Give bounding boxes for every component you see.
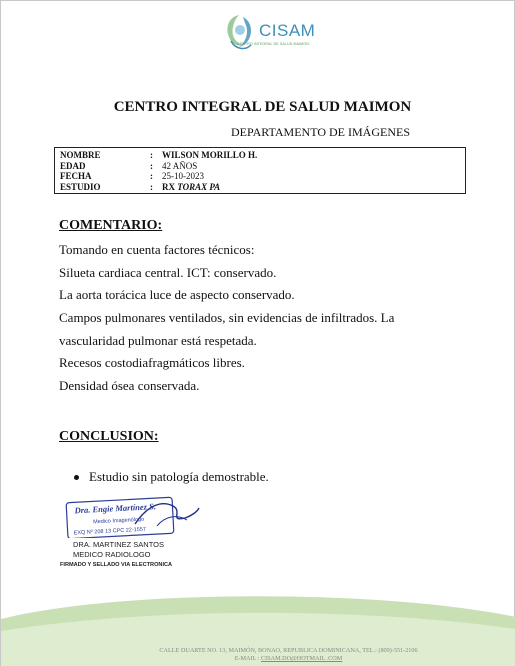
info-row-nombre: NOMBRE : WILSON MORILLO H. — [60, 150, 258, 161]
info-row-edad: EDAD : 42 AÑOS — [60, 160, 198, 171]
info-label: ESTUDIO — [60, 181, 101, 192]
comment-line: Campos pulmonares ventilados, sin evidencias de infiltrados. La — [59, 310, 395, 326]
conclusion-text: Estudio sin patología demostrable. — [89, 469, 269, 484]
footer-address: CALLE DUARTE NO. 13, MAIMÓN, BONAO, REPUBLICA DOMINICANA, TEL.: (809)-551-2106 — [159, 647, 418, 654]
signature-stamp — [65, 496, 201, 538]
info-value: WILSON MORILLO H. — [162, 150, 258, 161]
comment-line: La aorta torácica luce de aspecto conservado. — [59, 287, 295, 303]
info-label: FECHA — [60, 171, 92, 182]
footer-email-label: E-MAIL : — [234, 655, 260, 662]
logo-subtitle: CENTRO INTEGRAL DE SALUD MAIMON — [237, 42, 309, 46]
comment-line: vascularidad pulmonar está respetada. — [59, 332, 257, 348]
logo-mark-icon — [219, 11, 259, 57]
cisam-logo — [219, 11, 329, 59]
info-value: RX — [162, 181, 175, 192]
patient-info-box — [54, 147, 466, 194]
svg-text:EXQ Nº 208 13 CPC 22-1557: EXQ Nº 208 13 CPC 22-1557 — [73, 526, 147, 537]
comment-heading: COMENTARIO: — [59, 218, 163, 233]
signer-name: DRA. MARTINEZ SANTOS — [73, 540, 164, 549]
svg-text:Dra. Engie Martínez S.: Dra. Engie Martínez S. — [74, 501, 157, 516]
signer-title: MEDICO RADIOLOGO — [73, 550, 151, 559]
comment-line: Recesos costodiafragmáticos libres. — [59, 355, 245, 371]
info-row-estudio: ESTUDIO : RX TORAX PA — [60, 181, 221, 192]
info-label: NOMBRE — [60, 150, 101, 161]
info-row-fecha: FECHA : 25-10-2023 — [60, 171, 204, 182]
comment-line: Tomando en cuenta factores técnicos: — [59, 242, 255, 257]
comment-body — [59, 239, 459, 398]
department-title: DEPARTAMENTO DE IMÁGENES — [231, 125, 410, 139]
bullet-icon — [74, 475, 79, 480]
comment-line: Densidad ósea conservada. — [59, 378, 200, 394]
logo-name: CISAM — [259, 21, 316, 40]
footer-email-line — [1, 655, 515, 662]
comment-line: Silueta cardiaca central. ICT: conservado. — [59, 264, 277, 280]
svg-text:Medico Imagenólogo: Medico Imagenólogo — [93, 516, 145, 526]
conclusion-heading: CONCLUSION: — [59, 429, 159, 444]
report-title: CENTRO INTEGRAL DE SALUD MAIMON — [113, 99, 412, 115]
info-value-italic: TORAX PA — [177, 181, 221, 192]
footer-email-link[interactable]: CISAM.DO@HOTMAIL .COM — [260, 655, 343, 662]
list-item — [74, 469, 269, 485]
info-label: EDAD — [60, 160, 86, 171]
info-value: 25-10-2023 — [162, 171, 204, 182]
conclusion-list — [74, 469, 269, 485]
info-value: 42 AÑOS — [162, 160, 198, 171]
signature-note: FIRMADO Y SELLADO VIA ELECTRONICA — [60, 562, 173, 568]
